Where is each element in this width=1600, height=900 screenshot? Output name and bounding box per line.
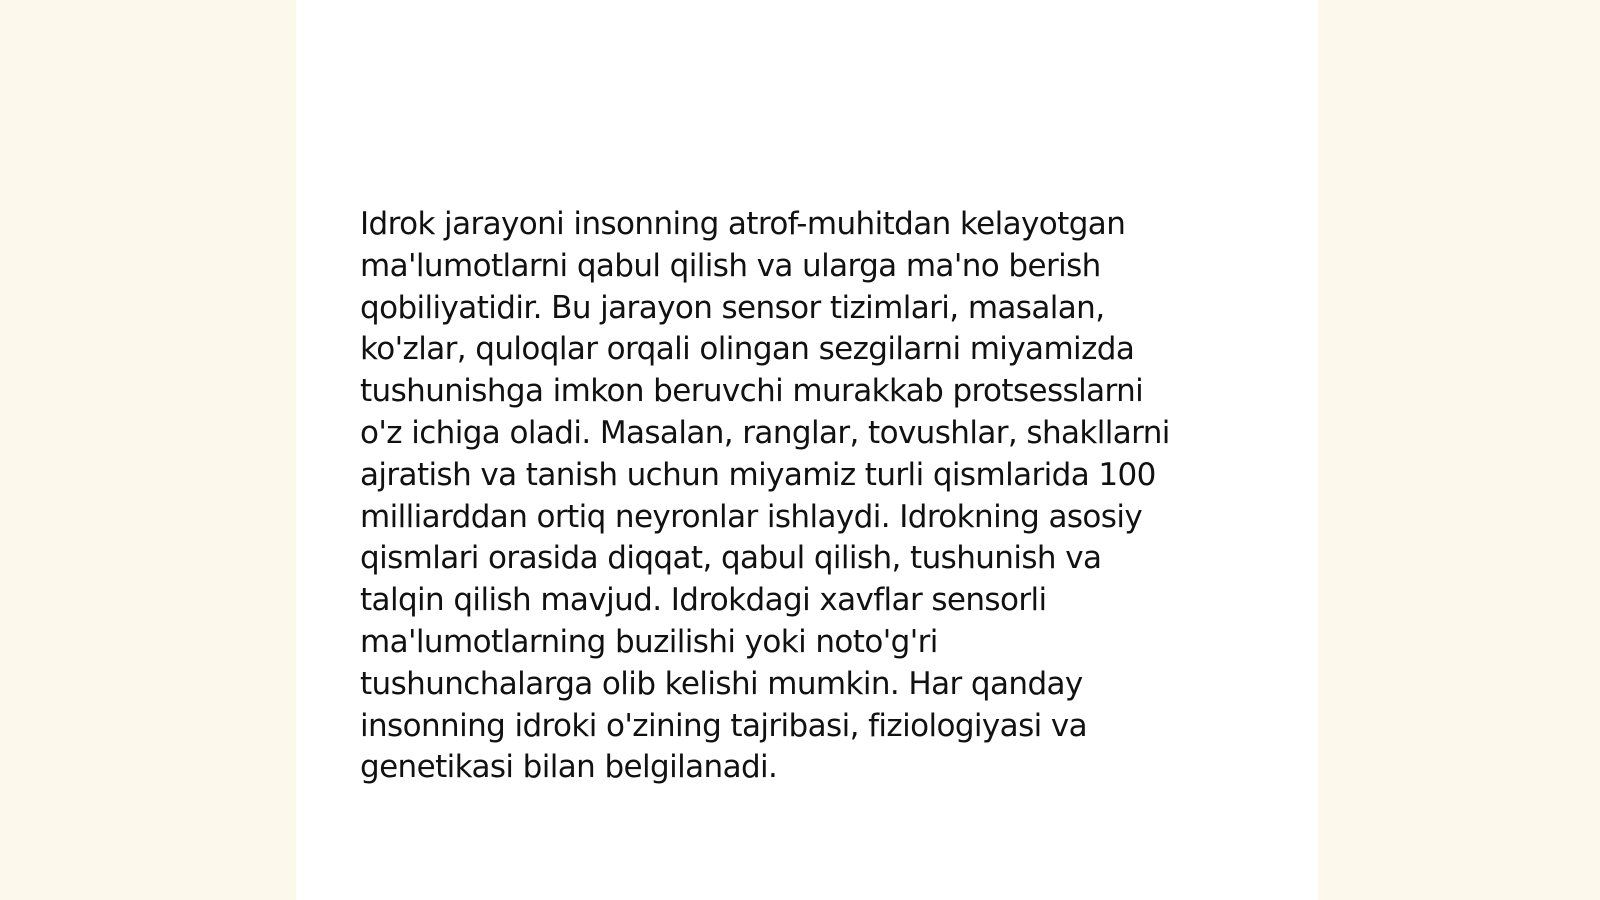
paragraph-line: insonning idroki o'zining tajribasi, fiziologiyasi va [360,707,1088,744]
paragraph-line: tushunishga imkon beruvchi murakkab protsesslarni [360,373,1144,410]
body-paragraph [360,204,1240,789]
paragraph-line: ma'lumotlarni qabul qilish va ularga ma'no berish [360,247,1101,284]
paragraph-line: genetikasi bilan belgilanadi. [360,749,778,786]
paragraph-line: ma'lumotlarning buzilishi yoki noto'g'ri [360,623,938,660]
document-page [296,0,1318,900]
paragraph-line: ajratish va tanish uchun miyamiz turli qismlarida 100 [360,456,1156,493]
paragraph-line: qobiliyatidir. Bu jarayon sensor tizimlari, masalan, [360,289,1105,326]
paragraph-line: Idrok jarayoni insonning atrof-muhitdan kelayotgan [360,206,1126,242]
paragraph-line: qismlari orasida diqqat, qabul qilish, tushunish va [360,540,1102,577]
paragraph-line: tushunchalarga olib kelishi mumkin. Har qanday [360,665,1083,702]
paragraph-line: o'z ichiga oladi. Masalan, ranglar, tovushlar, shakllarni [360,414,1170,451]
paragraph-line: talqin qilish mavjud. Idrokdagi xavflar sensorli [360,582,1047,619]
paragraph-line: milliarddan ortiq neyronlar ishlaydi. Idrokning asosiy [360,498,1143,535]
paragraph-line: ko'zlar, quloqlar orqali olingan sezgilarni miyamizda [360,331,1135,368]
